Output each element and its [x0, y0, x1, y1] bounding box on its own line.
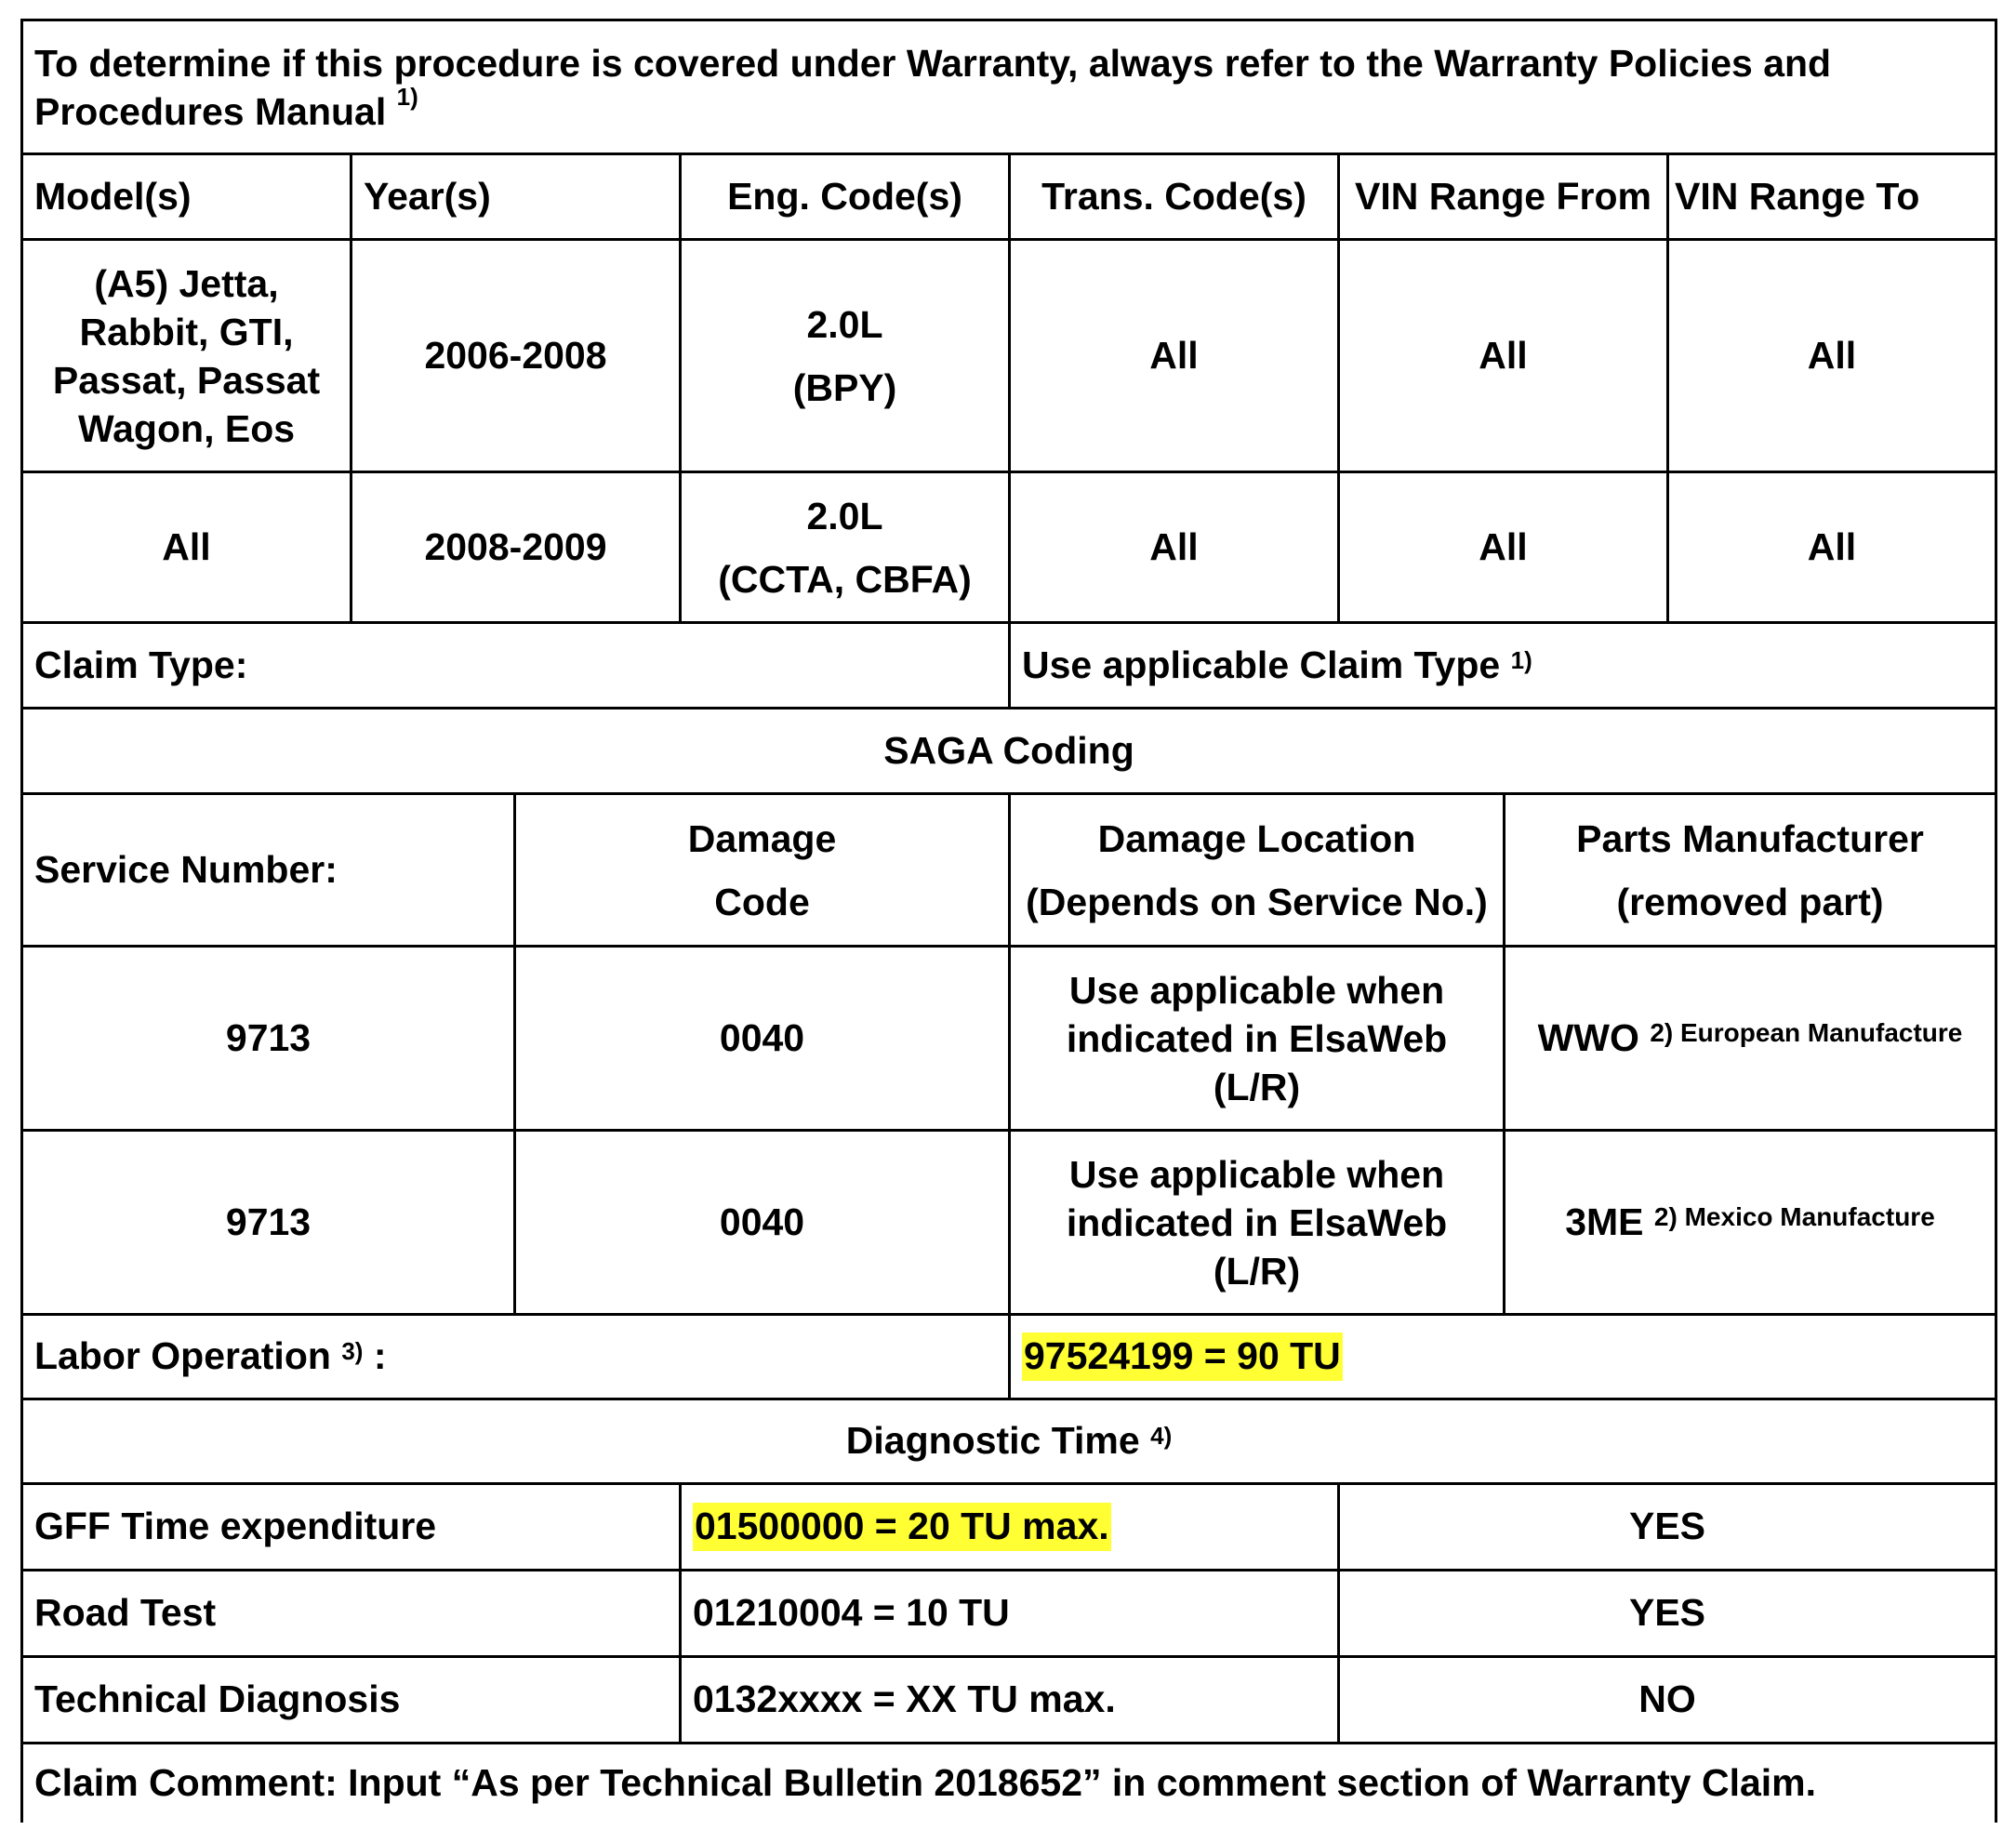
- saga-title: SAGA Coding: [883, 728, 1134, 772]
- header-engine-codes: Eng. Code(s): [727, 174, 962, 218]
- labor-label-text: Labor Operation: [34, 1334, 331, 1378]
- saga-row2-code: 0040: [719, 1200, 805, 1243]
- claim-comment: Claim Comment: Input “As per Technical Bulletin 2018652” in comment section of Warranty Claim.: [34, 1761, 1817, 1805]
- damage-code-header: [516, 795, 1008, 945]
- row1-vin-to: All: [1807, 333, 1857, 377]
- diag-row2-label: Road Test: [34, 1591, 217, 1635]
- damage-code-header-line: Damage: [687, 816, 837, 860]
- row1-models: [23, 241, 350, 471]
- row1-models-line: Rabbit, GTI,: [79, 310, 294, 353]
- row2-engine: [682, 473, 1008, 621]
- row2-vin-from: All: [1479, 524, 1528, 568]
- saga-row1-parts-code: WWO: [1537, 1015, 1639, 1059]
- row2-models: All: [162, 524, 211, 568]
- saga-row1-parts-note: 2) European Manufacture: [1650, 1018, 1963, 1047]
- saga-row2-parts-code: 3ME: [1565, 1200, 1644, 1243]
- claim-type-label: Claim Type:: [34, 643, 248, 686]
- damage-code-header-line: Code: [714, 880, 810, 923]
- header-years: Year(s): [364, 174, 491, 218]
- parts-header-line: (removed part): [1616, 880, 1884, 923]
- row1-engine-line: (BPY): [792, 365, 897, 409]
- labor-operation-value: [1011, 1316, 1995, 1398]
- labor-colon: :: [373, 1334, 387, 1378]
- diag-row3-code: 0132xxxx = XX TU max.: [693, 1678, 1116, 1721]
- diag-row3-label: Technical Diagnosis: [34, 1678, 401, 1721]
- parts-header-line: Parts Manufacturer: [1576, 816, 1924, 860]
- labor-operation-code: 97524199 = 90 TU: [1022, 1333, 1343, 1380]
- row2-engine-line: (CCTA, CBFA): [718, 557, 972, 601]
- header-vin-from: VIN Range From: [1355, 174, 1651, 218]
- saga-row1-code: 0040: [719, 1015, 805, 1059]
- diag-row1-flag: YES: [1628, 1505, 1706, 1548]
- notice-footnote: 1): [396, 83, 418, 112]
- service-number-label: Service Number:: [34, 847, 338, 891]
- saga-row2-location-line: (L/R): [1213, 1249, 1301, 1293]
- row1-models-line: Wagon, Eos: [77, 406, 296, 450]
- row2-engine-line: 2.0L: [806, 494, 883, 537]
- diag-row3-flag: NO: [1638, 1678, 1696, 1721]
- diag-row1-code: [682, 1485, 1337, 1569]
- row2-vin-to: All: [1807, 524, 1857, 568]
- diag-row1-label: GFF Time expenditure: [34, 1505, 437, 1548]
- saga-row2-location-line: Use applicable when: [1068, 1152, 1445, 1196]
- row2-trans: All: [1149, 524, 1199, 568]
- header-models: Model(s): [34, 174, 192, 218]
- header-vin-to: VIN Range To: [1675, 174, 1920, 218]
- saga-row1-location-line: indicated in ElsaWeb: [1066, 1016, 1448, 1060]
- row2-years: 2008-2009: [424, 524, 607, 568]
- saga-row1-service: 9713: [225, 1015, 312, 1059]
- warranty-notice: [23, 39, 1995, 151]
- parts-manufacturer-header: [1505, 795, 1995, 945]
- saga-row1-location-line: (L/R): [1213, 1065, 1301, 1108]
- row1-trans: All: [1149, 333, 1199, 377]
- saga-row2-location: [1011, 1132, 1503, 1313]
- claim-type-value: Use applicable Claim Type $^{1)}$: [1011, 624, 1995, 707]
- row1-engine-line: 2.0L: [806, 302, 883, 346]
- row1-models-line: Passat, Passat: [52, 358, 321, 402]
- damage-location-header: [1011, 795, 1503, 945]
- diag-row2-flag: YES: [1628, 1591, 1706, 1635]
- labor-operation-label: Labor Operation $^{3)}$ :: [23, 1316, 1008, 1398]
- diagnostic-time-title: Diagnostic Time $^{4)}$: [23, 1400, 1995, 1482]
- saga-row2-location-line: indicated in ElsaWeb: [1066, 1200, 1448, 1244]
- diagnostic-title-text: Diagnostic Time: [845, 1419, 1140, 1463]
- row1-engine: [682, 241, 1008, 471]
- saga-row2-parts: [1505, 1132, 1995, 1313]
- diag-row2-code: 01210004 = 10 TU: [693, 1591, 1010, 1635]
- saga-row1-parts: [1505, 948, 1995, 1129]
- diag-row1-code-text: 01500000 = 20 TU max.: [693, 1503, 1111, 1550]
- notice-line-2: [34, 83, 418, 136]
- row1-models-line: (A5) Jetta,: [94, 261, 279, 305]
- header-trans-codes: Trans. Code(s): [1041, 174, 1306, 218]
- row1-years: 2006-2008: [424, 333, 607, 377]
- saga-row2-service: 9713: [225, 1200, 312, 1243]
- damage-location-header-line: (Depends on Service No.): [1026, 880, 1488, 923]
- claim-type-text: Use applicable Claim Type: [1022, 643, 1501, 686]
- saga-row1-location-line: Use applicable when: [1068, 968, 1445, 1012]
- damage-location-header-line: Damage Location: [1097, 816, 1416, 860]
- notice-line-2-text: Procedures Manual: [34, 90, 387, 133]
- saga-row1-location: [1011, 948, 1503, 1129]
- notice-line-1: To determine if this procedure is covered under Warranty, always refer to the Warranty Policies and: [34, 42, 1832, 85]
- row1-vin-from: All: [1479, 333, 1528, 377]
- saga-row2-parts-note: 2) Mexico Manufacture: [1653, 1202, 1935, 1231]
